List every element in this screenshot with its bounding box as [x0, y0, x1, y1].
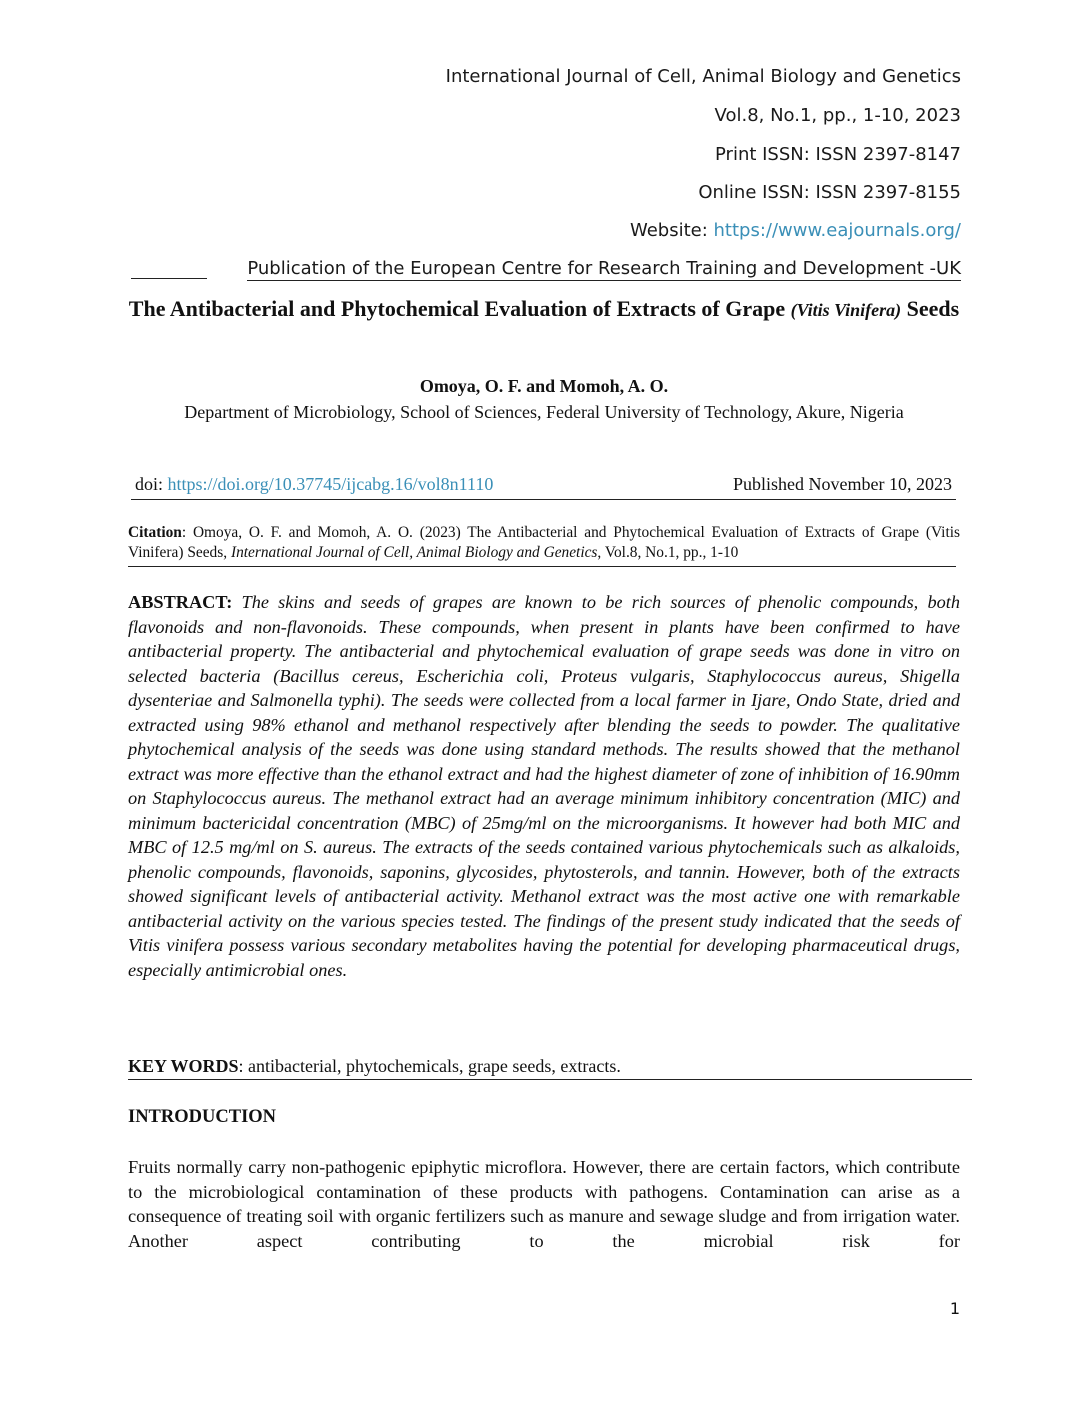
- online-issn: Online ISSN: ISSN 2397-8155: [698, 182, 961, 203]
- page-number: 1: [949, 1299, 960, 1318]
- introduction-paragraph: Fruits normally carry non-pathogenic epiphytic microflora. However, there are certain factors, which contribute to the microbiological contamination of these products with pathogens. Contamination can arise as a consequence of treating soil with organic fertilizers such as manure and sewage sludge and from irrigation water. Another aspect contributing to the microbial risk for: [128, 1157, 960, 1251]
- abstract: [128, 590, 960, 982]
- website-line: [630, 220, 961, 241]
- citation-journal: International Journal of Cell, Animal Biology and Genetics: [230, 544, 598, 561]
- print-issn: Print ISSN: ISSN 2397-8147: [715, 144, 961, 165]
- keywords-label: KEY WORDS: [128, 1056, 239, 1076]
- doi-label: doi:: [135, 474, 168, 494]
- doi-row: [131, 474, 956, 500]
- citation: [128, 523, 960, 563]
- citation-label: Citation: [128, 524, 182, 541]
- citation-text: : Omoya, O. F. and Momoh, A. O. (2023) The Antibacterial and Phytochemical Evaluation of Extracts of Grape (Vitis Vinifera) Seeds,: [128, 524, 960, 561]
- abstract-text: The skins and seeds of grapes are known to be rich sources of phenolic compounds, both flavonoids and non-flavonoids. These compounds, when present in plants have been confirmed to have antibacterial property. The antibacterial and phytochemical evaluation of grape seeds was done in vitro on selected bacteria (Bacillus cereus, Escherichia coli, Proteus vulgaris, Staphylococcus aureus, Shigella dysenteriae and Salmonella typhi). The seeds were collected from a local farmer in Ijare, Ondo State, dried and extracted using 98% ethanol and methanol respectively after blending the seeds to powder. The qualitative phytochemical analysis of the seeds was done using standard methods. The results showed that the methanol extract was more effective than the ethanol extract and had the highest diameter of zone of inhibition of 16.90mm on Staphylococcus aureus. The methanol extract had an average minimum inhibitory concentration (MIC) and minimum bactericidal concentration (MBC) of 25mg/ml on the microorganisms. It however had both MIC and MBC of 12.5 mg/ml on S. aureus. The extracts of the seeds contained various phytochemicals such as alkaloids, phenolic compounds, flavonoids, saponins, glycosides, phytosterols, and tannin. However, both of the extracts showed significant levels of antibacterial activity. Methanol extract was the most active one with remarkable antibacterial activity on the various species tested. The findings of the present study indicated that the seeds of Vitis vinifera possess various secondary metabolites having the potential for developing pharmaceutical drugs, especially antimicrobial ones.: [128, 592, 960, 980]
- paper-title: [128, 294, 960, 325]
- keywords-text: : antibacterial, phytochemicals, grape seeds, extracts.: [238, 1056, 621, 1076]
- title-species: (Vitis Vinifera): [790, 300, 902, 320]
- journal-volume: Vol.8, No.1, pp., 1-10, 2023: [714, 105, 961, 126]
- keywords: [128, 1056, 972, 1080]
- abstract-label: ABSTRACT:: [128, 592, 233, 612]
- publisher-line: Publication of the European Centre for Research Training and Development -UK: [247, 258, 961, 279]
- title-end: Seeds: [901, 296, 960, 321]
- doi-link[interactable]: https://doi.org/10.37745/ijcabg.16/vol8n1110: [167, 474, 494, 494]
- published-date: Published November 10, 2023: [733, 474, 952, 494]
- introduction-heading: INTRODUCTION: [128, 1107, 277, 1127]
- citation-tail: , Vol.8, No.1, pp., 1-10: [597, 544, 739, 561]
- website-link[interactable]: https://www.eajournals.org/: [713, 220, 961, 241]
- authors: Omoya, O. F. and Momoh, A. O.: [419, 376, 669, 396]
- website-label: Website:: [629, 220, 714, 241]
- title-main: The Antibacterial and Phytochemical Evaluation of Extracts of Grape: [128, 296, 791, 321]
- citation-divider: [128, 566, 956, 567]
- affiliation: Department of Microbiology, School of Sciences, Federal University of Technology, Akure, Nigeria: [184, 402, 904, 422]
- header-divider: [131, 278, 207, 279]
- journal-name: International Journal of Cell, Animal Biology and Genetics: [445, 66, 961, 87]
